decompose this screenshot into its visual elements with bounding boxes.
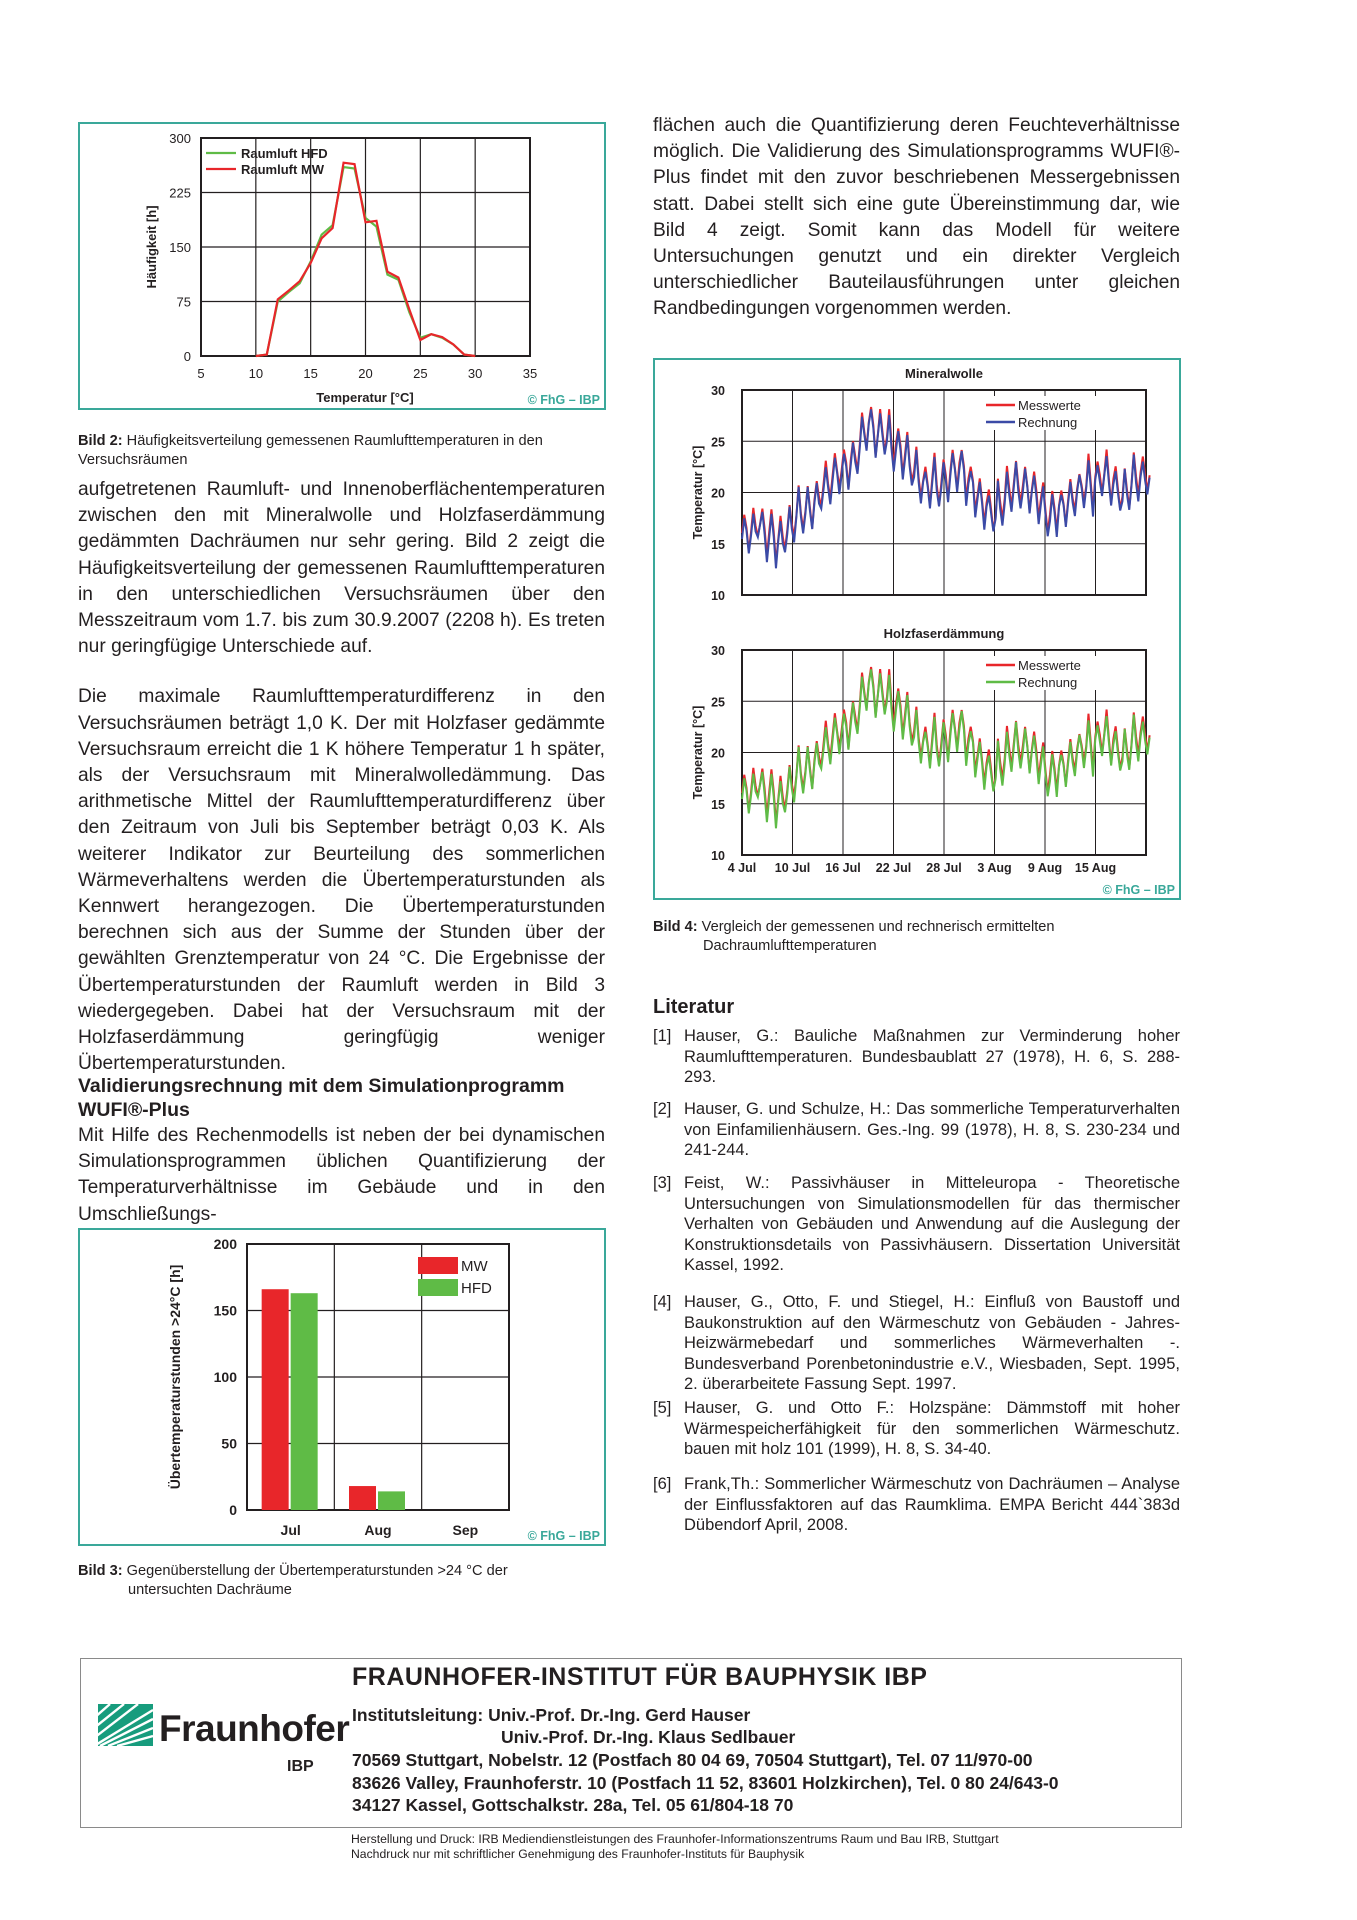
- reference-text: Hauser, G., Otto, F. und Stiegel, H.: Einfluß von Baustoff und Baukonstruktion auf den Wärmeschutz von Gebäuden - Jahres-Heizwärmebedarf und sommerliches Wärmeverhalten -. Bundesverband Porenbetonindustrie e.V., Wiesbaden, Sept. 1995, 2. überarbeitete Fassung Sept. 1997.: [684, 1293, 1180, 1394]
- y-tick-label: 75: [176, 294, 191, 310]
- y-tick-label: 10: [711, 589, 725, 603]
- reference-text: Frank,Th.: Sommerlicher Wärmeschutz von Dachräumen – Analyse der Einflussfaktoren auf das Raumklima. EMPA Bericht 444`383d Dübendorf April, 2008.: [684, 1475, 1180, 1535]
- figure-3-caption-label: Bild 3:: [78, 1563, 123, 1579]
- figure-3-chart: [80, 1230, 608, 1548]
- reference-text: Hauser, G. und Schulze, H.: Das sommerliche Temperaturverhalten von Einfamilienhäusern. Ges.-Ing. 99 (1978), H. 8, S. 230-234 und 241-244.: [684, 1100, 1180, 1160]
- fraunhofer-logo-sub: IBP: [287, 1758, 314, 1775]
- y-axis-label: Häufigkeit [h]: [144, 205, 159, 289]
- figure-3-caption-text: Gegenüberstellung der Übertemperaturstunden >24 °C der: [126, 1563, 508, 1579]
- x-tick-label: 10: [248, 366, 264, 381]
- reference-text: Feist, W.: Passivhäuser in Mitteleuropa - Theoretische Untersuchungen von Simulationsmodellen für das thermischer Verhalten von Gebäuden und Anwendung auf die Auslegung der Konstruktionsdetails von Passivhäusern. Dissertation Universität Kassel, 1992.: [684, 1174, 1180, 1275]
- x-tick-label: Jul: [280, 1522, 301, 1538]
- y-tick-label: 200: [213, 1236, 237, 1252]
- legend-label: MW: [461, 1258, 488, 1275]
- figure-2-frame: [78, 122, 606, 410]
- y-tick-label: 50: [221, 1435, 237, 1452]
- x-tick-label: 15 Aug: [1074, 861, 1117, 875]
- left-column: [78, 477, 605, 1101]
- legend-label: Messwerte: [1018, 658, 1081, 673]
- reference-item: [653, 1099, 1180, 1161]
- figure-2-caption-label: Bild 2:: [78, 433, 123, 449]
- x-tick-label: Sep: [452, 1522, 479, 1538]
- figure-2-chart: [80, 124, 608, 412]
- section-heading: Validierungsrechnung mit dem Simulationprogramm WUFI®-Plus: [78, 1075, 565, 1121]
- y-tick-label: 300: [169, 131, 191, 146]
- left-paragraph-1: aufgetretenen Raumluft- und Innenoberflächentemperaturen zwischen den mit Mineralwolle und Holzfaserdämmung gedämmten Dachräumen nur sehr gering. Bild 2 zeigt die Häufigkeitsverteilung der gemessenen Raumlufttemperaturen in den unterschiedlichen Versuchsräumen über den Messzeitraum vom 1.7. bis zum 30.9.2007 (2208 h). Es treten nur geringfügige Unterschiede auf.: [78, 479, 605, 658]
- bar: [349, 1486, 376, 1510]
- x-tick-label: 10 Jul: [774, 861, 811, 875]
- institute-box: [80, 1658, 1182, 1828]
- y-axis-label: Temperatur [°C]: [691, 705, 705, 800]
- x-axis-label: Temperatur [°C]: [316, 390, 414, 405]
- chart-title: Holzfaserdämmung: [883, 626, 1005, 641]
- x-tick-label: 16 Jul: [825, 861, 861, 875]
- y-tick-label: 30: [711, 644, 725, 658]
- y-tick-label: 0: [183, 349, 191, 364]
- y-tick-label: 20: [711, 746, 725, 761]
- y-tick-label: 225: [169, 185, 191, 201]
- x-tick-label: 28 Jul: [926, 861, 962, 875]
- legend-label: Raumluft MW: [241, 162, 325, 177]
- legend-label: Rechnung: [1018, 675, 1078, 690]
- y-tick-label: 100: [213, 1369, 237, 1385]
- reference-item: [653, 1398, 1180, 1460]
- legend-swatch: [418, 1279, 458, 1296]
- figure-4-chart: [655, 360, 1183, 902]
- reference-number: [3]: [653, 1174, 672, 1192]
- y-tick-label: 150: [213, 1302, 237, 1319]
- y-tick-label: 25: [711, 695, 725, 710]
- print-note-2: Nachdruck nur mit schriftlicher Genehmigung des Fraunhofer-Instituts für Bauphysik: [351, 1847, 805, 1861]
- legend-label: Raumluft HFD: [241, 146, 328, 161]
- y-tick-label: 150: [169, 240, 191, 255]
- x-tick-label: 30: [467, 366, 483, 381]
- reference-number: [2]: [653, 1100, 672, 1118]
- reference-number: [6]: [653, 1475, 672, 1493]
- reference-item: [653, 1173, 1180, 1276]
- print-note-1: Herstellung und Druck: IRB Mediendienstleistungen des Fraunhofer-Informationszentrums Raum und Bau IRB, Stuttgart: [351, 1832, 999, 1846]
- x-tick-label: 4 Jul: [727, 861, 757, 875]
- institute-line-3: 70569 Stuttgart, Nobelstr. 12 (Postfach 80 04 69, 70504 Stuttgart), Tel. 07 11/970-00: [352, 1750, 1033, 1770]
- bar: [291, 1293, 318, 1510]
- bar: [262, 1289, 289, 1510]
- reference-number: [1]: [653, 1027, 672, 1045]
- figure-4-copyright: © FhG – IBP: [1102, 883, 1175, 897]
- y-tick-label: 10: [711, 849, 725, 863]
- figure-2-caption-text-2: Versuchsräumen: [78, 452, 188, 468]
- reference-item: [653, 1474, 1180, 1536]
- fraunhofer-logo-icon: [98, 1704, 153, 1746]
- figure-4-caption-label: Bild 4:: [653, 919, 698, 935]
- figure-3-caption: [78, 1562, 638, 1600]
- x-tick-label: 35: [522, 366, 538, 381]
- figure-3-caption-text-2: untersuchten Dachräume: [128, 1582, 292, 1598]
- reference-number: [5]: [653, 1399, 672, 1417]
- legend-label: Messwerte: [1018, 398, 1081, 413]
- literatur-title: Literatur: [653, 996, 735, 1018]
- figure-4-caption-text: Vergleich der gemessenen und rechnerisch ermittelten: [701, 919, 1055, 935]
- x-tick-label: 15: [303, 366, 318, 381]
- y-tick-label: 15: [711, 537, 725, 552]
- fraunhofer-logo-text: Fraunhofer: [159, 1708, 350, 1749]
- institute-title: FRAUNHOFER-INSTITUT FÜR BAUPHYSIK IBP: [352, 1663, 928, 1691]
- institute-line-4: 83626 Valley, Fraunhoferstr. 10 (Postfach 11 52, 83601 Holzkirchen), Tel. 0 80 24/643-0: [352, 1773, 1059, 1793]
- left-paragraph-3: Mit Hilfe des Rechenmodells ist neben der bei dynamischen Simulationsprogrammen üblichen Quantifizierung der Temperaturverhältnisse im Gebäude und in den Umschließungs-: [78, 1125, 605, 1225]
- figure-2-caption-text: Häufigkeitsverteilung gemessenen Raumlufttemperaturen in den: [126, 433, 543, 449]
- figure-4-frame: [653, 358, 1181, 900]
- y-axis-label: Temperatur [°C]: [691, 445, 705, 540]
- x-tick-label: 9 Aug: [1027, 861, 1063, 875]
- x-tick-label: Aug: [364, 1522, 392, 1538]
- x-tick-label: 25: [413, 366, 428, 381]
- x-tick-label: 5: [197, 366, 205, 381]
- chart-title: Mineralwolle: [904, 366, 984, 381]
- x-tick-label: 22 Jul: [875, 861, 912, 875]
- figure-2-copyright: © FhG – IBP: [527, 393, 600, 407]
- institute-line-5: 34127 Kassel, Gottschalkstr. 28a, Tel. 05 61/804-18 70: [352, 1795, 794, 1815]
- institute-line-1: Institutsleitung: Univ.-Prof. Dr.-Ing. Gerd Hauser: [352, 1705, 751, 1725]
- legend-label: HFD: [461, 1280, 492, 1297]
- left-paragraph-2: Die maximale Raumlufttemperaturdifferenz in den Versuchsräumen beträgt 1,0 K. Der mit Holzfaser gedämmte Versuchsraum erreicht die 1 K höhere Temperatur 1 h später, als der Versuchsraum mit Mineralwolledämmung. Das arithmetische Mittel der Raumlufttemperaturdifferenz über den Zeitraum von Juli bis September beträgt 0,03 K. Als weiterer Indikator zur Beurteilung des sommerlichen Wärmeverhaltens werden die Übertemperaturstunden als Kennwert herangezogen. Die Übertemperaturstunden berechnen sich aus der Summe der Stunden über der gewählten Grenztemperatur von 24 °C. Die Ergebnisse der Übertemperaturstunden der Raumluft werden in Bild 3 wiedergegeben. Dabei hat der Versuchsraum mit der Holzfaserdämmung geringfügig weniger Übertemperaturstunden.: [78, 686, 605, 1075]
- figure-3-copyright: © FhG – IBP: [527, 1529, 600, 1543]
- legend-swatch: [418, 1257, 458, 1274]
- reference-item: [653, 1026, 1180, 1088]
- reference-item: [653, 1292, 1180, 1395]
- y-tick-label: 25: [711, 435, 725, 450]
- y-tick-label: 15: [711, 797, 725, 812]
- x-tick-label: 20: [358, 366, 373, 381]
- reference-text: Hauser, G.: Bauliche Maßnahmen zur Verminderung hoher Raumlufttemperaturen. Bundesbaublatt 27 (1978), H. 6, S. 288-293.: [684, 1027, 1180, 1087]
- institute-line-2: Univ.-Prof. Dr.-Ing. Klaus Sedlbauer: [501, 1727, 796, 1747]
- y-axis-label: Übertemperaturstunden >24°C [h]: [167, 1264, 183, 1490]
- figure-4-caption: [653, 918, 1213, 956]
- figure-2-caption: [78, 432, 638, 470]
- reference-text: Hauser, G. und Otto F.: Holzspäne: Dämmstoff mit hoher Wärmespeicherfähigkeit für den sommerlichen Wärmeschutz. bauen mit holz 101 (1999), H. 8, S. 34-40.: [684, 1399, 1180, 1459]
- y-tick-label: 20: [711, 486, 725, 501]
- reference-number: [4]: [653, 1293, 672, 1311]
- right-column-top: flächen auch die Quantifizierung deren Feuchteverhältnisse möglich. Die Validierung des Simulationsprogramms WUFI®-Plus findet mit den zuvor beschriebenen Messergebnissen statt. Dabei stellt sich eine gute Übereinstimmung dar, wie Bild 4 zeigt. Somit kann das Modell für weitere Untersuchungen genutzt und ein direkter Vergleich unterschiedlicher Bauteilausführungen unter gleichen Randbedingungen vorgenommen werden.: [653, 115, 1180, 320]
- x-tick-label: 3 Aug: [977, 861, 1012, 875]
- legend-label: Rechnung: [1018, 415, 1078, 430]
- y-tick-label: 0: [229, 1502, 237, 1518]
- figure-3-frame: [78, 1228, 606, 1546]
- bar: [378, 1491, 405, 1510]
- y-tick-label: 30: [711, 384, 725, 398]
- figure-4-caption-text-2: Dachraumlufttemperaturen: [703, 938, 877, 954]
